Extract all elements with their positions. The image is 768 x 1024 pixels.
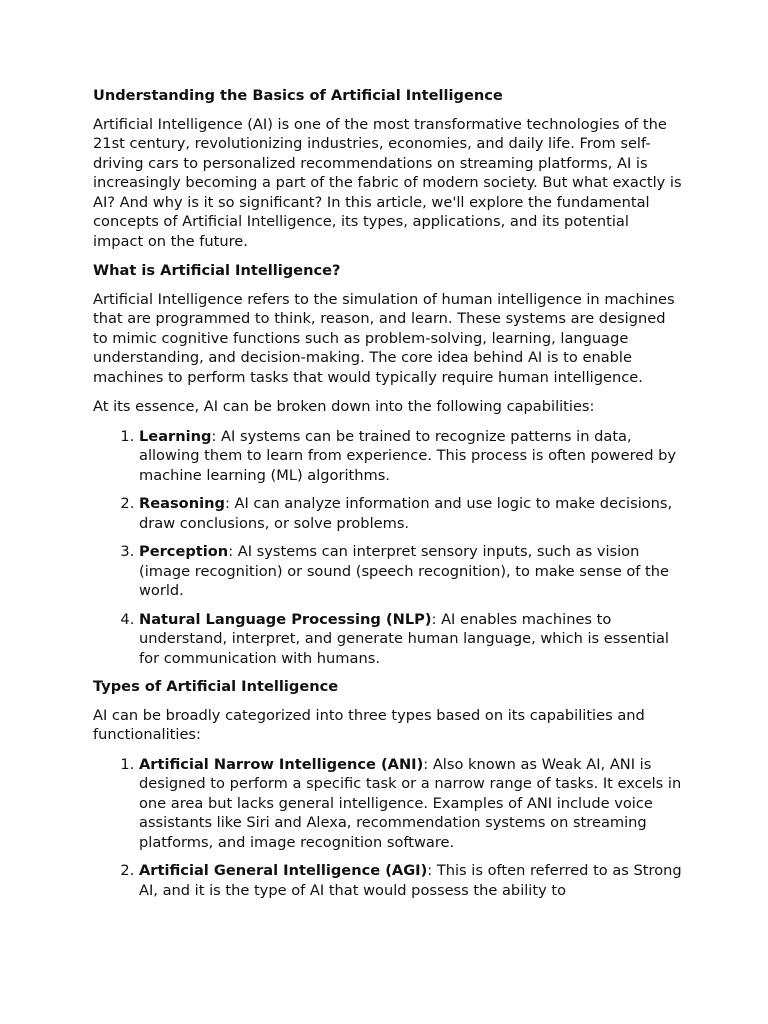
list-item-text: : This is often referred to as Strong AI, and it is the type of AI that would possess the ability to (139, 862, 682, 899)
document-title: Understanding the Basics of Artificial Intelligence (93, 87, 503, 104)
section1-paragraph-1: Artificial Intelligence refers to the simulation of human intelligence in machines that are programmed to think, reason, and learn. These systems are designed to mimic cognitive functions such as problem-solving, learning, language understanding, and decision-making. The core idea behind AI is to enable machines to perform tasks that would typically require human intelligence. (93, 290, 675, 386)
list-item-text: : AI systems can be trained to recognize patterns in data, allowing them to learn from experience. This process is often powered by machine learning (ML) algorithms. (139, 427, 677, 484)
list-item-term: Perception (139, 543, 229, 560)
list-item-text: : AI systems can interpret sensory inputs, such as vision (image recognition) or sound (speech recognition), to make sense of the world. (139, 543, 669, 599)
intro-paragraph: Artificial Intelligence (AI) is one of the most transformative technologies of the 21st century, revolutionizing industries, economies, and daily life. From self-driving cars to personalized recommendations on streaming platforms, AI is increasingly becoming a part of the fabric of modern society. But what exactly is AI? And why is it so significant? In this article, we'll explore the fundamental concepts of Artificial Intelligence, its types, applications, and its potential impact on the future. (93, 115, 682, 250)
list-item-term: Reasoning (139, 495, 225, 512)
list-item-text: : Also known as Weak AI, ANI is designed to perform a specific task or a narrow range of tasks. It excels in one area but lacks general intelligence. Examples of ANI include voice assistants like Siri and Alexa, recommendation systems on streaming platforms, and image recognition software. (139, 755, 682, 851)
section2-paragraph-1: AI can be broadly categorized into three types based on its capabilities and functionalities: (93, 706, 645, 743)
list-item-ani (139, 755, 683, 853)
list-item-term: Learning (139, 427, 212, 445)
list-item-term: Artificial Narrow Intelligence (ANI) (139, 755, 424, 773)
capabilities-list (93, 427, 683, 669)
section-heading-types-of-ai: Types of Artificial Intelligence (93, 678, 339, 695)
list-item-reasoning (139, 494, 683, 533)
document-body (93, 86, 683, 909)
types-list (93, 755, 683, 901)
list-item-agi (139, 861, 683, 900)
list-item-term: Natural Language Processing (NLP) (139, 610, 432, 628)
list-item-learning (139, 427, 683, 486)
list-item-text: : AI can analyze information and use logic to make decisions, draw conclusions, or solve problems. (139, 495, 673, 532)
section1-paragraph-2: At its essence, AI can be broken down into the following capabilities: (93, 398, 595, 415)
list-item-nlp (139, 610, 683, 669)
section-heading-what-is-ai: What is Artificial Intelligence? (93, 262, 341, 279)
list-item-text: : AI enables machines to understand, interpret, and generate human language, which is essential for communication with humans. (139, 610, 669, 667)
list-item-term: Artificial General Intelligence (AGI) (139, 862, 428, 879)
list-item-perception (139, 542, 683, 601)
